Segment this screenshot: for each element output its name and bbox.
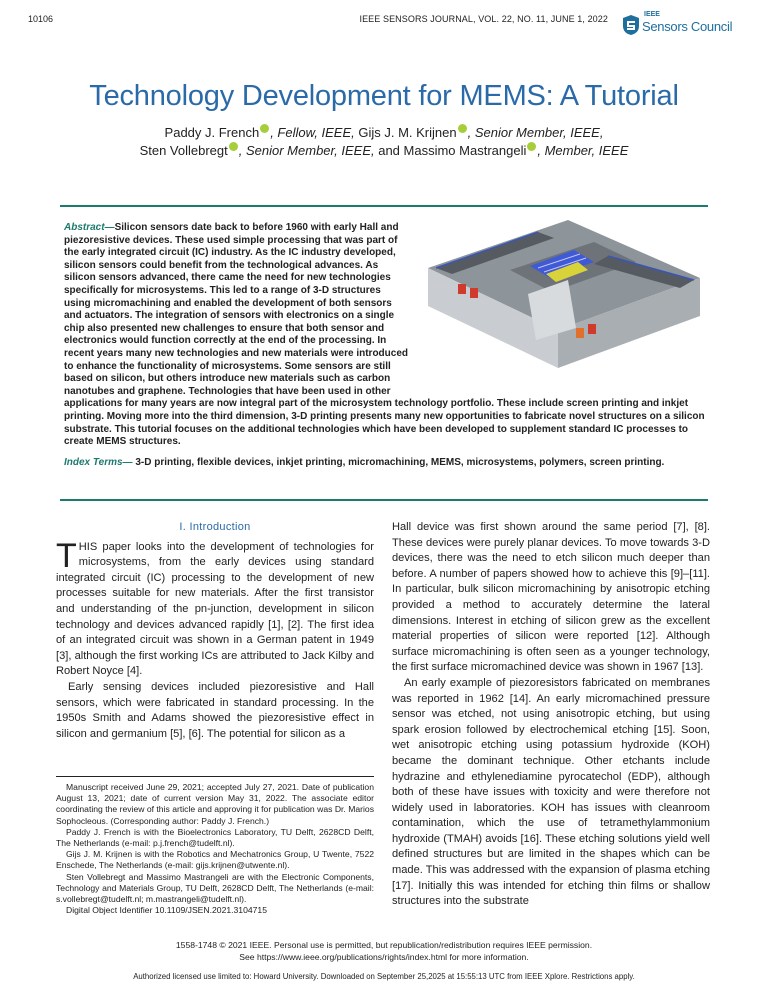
download-notice: Authorized licensed use limited to: Howard University. Downloaded on September 25,2025 at 15:55:13 UTC from IEEE Xplore. Restrictions apply. <box>133 972 635 981</box>
mems-device-illustration <box>418 218 706 390</box>
paragraph: An early example of piezoresistors fabricated on membranes was reported in 1962 [14]. An early micromachined pressure sensor was etched, not using anisotropic etching, but using spark erosion followed by electrochemical etching [15]. Soon, wet anisotropic etching using potassium hydroxide (KOH) became the dominant technique. Other etchants include hydrazine and ethylenediamine pyrocatechol (EDP), although both of these have issues with toxicity and were therefore not widely used in laboratories. KOH has issues with cleanroom contamination, which the use of tetramethylammonium hydroxide (TMAH) avoids [16]. These etching solutions yield well defined structures but are limited in the shapes which can be made. This was addressed with the expansion of plasma etching [17]. Initially this was intended for etching thin films or shallow structures into the substrate <box>392 676 710 908</box>
abstract-top-rule <box>60 205 708 207</box>
drop-cap: T <box>56 536 77 575</box>
logo-ieee-text: IEEE <box>644 11 660 18</box>
paragraph: Hall device was first shown around the same period [7], [8]. These devices were purely planar devices. To move towards 3-D devices, there was the need to etch silicon much deeper than before. A number of papers showed how to achieve this [9]–[11]. In particular, bulk silicon micromachining by anisotropic etching provided a method to accurately determine the lateral dimensions. Interest in etching of silicon grew as the excellent material properties of silicon were reported [12]. Although surface micromachining is often seen as a younger technology, the first surface micromachined device was shown in 1967 [13]. <box>392 521 710 674</box>
copyright-notice <box>0 940 768 963</box>
author-name: Gijs J. M. Krijnen <box>354 125 457 140</box>
author-conjunction: and <box>374 143 404 158</box>
author-role: , Member, IEEE <box>537 143 629 158</box>
footnote-block <box>56 782 374 916</box>
running-header <box>28 11 733 34</box>
orcid-icon[interactable] <box>229 142 238 151</box>
right-column <box>392 520 710 910</box>
orcid-icon[interactable] <box>260 124 269 133</box>
abstract-bottom-rule <box>60 499 708 501</box>
copyright-line: 1558-1748 © 2021 IEEE. Personal use is permitted, but republication/redistribution requires IEEE permission. <box>175 940 593 950</box>
footnote-text: Sten Vollebregt and Massimo Mastrangeli are with the Electronic Components, Technology and Materials Group, TU Delft, 2628CD Delft, The Netherlands (e-mail: s.vollebregt@tudelft.nl; m.mastrangeli@tudelft.nl). <box>56 871 374 905</box>
sensors-council-icon <box>620 14 642 36</box>
abstract-figure <box>418 218 706 390</box>
author-name: Massimo Mastrangeli <box>403 143 527 158</box>
author-name: Paddy J. French <box>164 125 260 140</box>
orcid-icon[interactable] <box>527 142 536 151</box>
paragraph: Early sensing devices included piezoresistive and Hall sensors, which were fabricated in standard processing. In the 1950s Smith and Adams showed the piezoresistive effect in silicon and germanium [5], [6]. The potential for silicon as a <box>56 680 374 740</box>
paragraph-text: HIS paper looks into the development of technologies for microsystems, from the early devices using standard integrated circuit (IC) processing to the development of new processes suitable for new materials. After the first transistor and understanding of the pn-junction, development in silicon technology and devices advanced rapidly [1], [2]. The first idea of an integrated circuit was shown in a German patent in 1949 [3], although the first working ICs are attributed to Jack Kilby and Robert Noyce [4]. <box>56 540 374 678</box>
index-terms-text: 3-D printing, flexible devices, inkjet printing, micromachining, MEMS, microsystems, polymers, screen printing. <box>132 456 665 468</box>
author-role: , Fellow, IEEE, <box>270 125 355 140</box>
abstract-block <box>64 222 706 469</box>
index-terms-label: Index Terms— <box>64 456 133 468</box>
left-column <box>56 520 374 742</box>
paragraph <box>56 536 374 680</box>
abstract-label: Abstract— <box>64 222 115 233</box>
journal-citation: IEEE SENSORS JOURNAL, VOL. 22, NO. 11, JUNE 1, 2022 <box>359 14 608 24</box>
footnote-text: Paddy J. French is with the Bioelectronics Laboratory, TU Delft, 2628CD Delft, The Netherlands (e-mail: p.j.french@tudelft.nl). <box>56 826 374 849</box>
author-name: Sten Vollebregt <box>139 143 228 158</box>
page-number: 10106 <box>28 14 54 24</box>
author-role: , Senior Member, IEEE, <box>238 143 375 158</box>
footnote-text: Digital Object Identifier 10.1109/JSEN.2021.3104715 <box>66 905 267 916</box>
logo-name-text: Sensors Council <box>642 19 733 34</box>
section-heading: I. Introduction <box>179 521 251 533</box>
author-list <box>60 124 708 160</box>
footnote-text: Manuscript received June 29, 2021; accepted July 27, 2021. Date of publication August 13, 2021; date of current version May 31, 2022. The associate editor coordinating the review of this article and approving it for publication was Dr. Marios Sophocleous. (Corresponding author: Paddy J. French.) <box>56 782 374 826</box>
footnote-rule <box>56 776 374 777</box>
sensors-council-logo <box>620 12 740 38</box>
author-role: , Senior Member, IEEE, <box>467 125 604 140</box>
index-terms <box>64 457 706 470</box>
footnote-text: Gijs J. M. Krijnen is with the Robotics and Mechatronics Group, U Twente, 7522 Enschede, The Netherlands (e-mail: gijs.krijnen@utwente.nl). <box>56 849 374 871</box>
orcid-icon[interactable] <box>458 124 467 133</box>
copyright-line: See https://www.ieee.org/publications/rights/index.html for more information. <box>239 951 529 962</box>
abstract-text: Silicon sensors date back to before 1960 with early Hall and piezoresistive devices. These used simple processing that was part of the early integrated circuit (IC) industry. As the IC industry developed, silicon sensors could benefit from the technological advances. As silicon sensors advanced, there came the need for new technologies specifically for microsystems. This led to a range of 3-D structures using micromachining and enabled the development of both sensors and actuators. The integration of sensors with electronics on a single chip also presented new challenges to ensure that both sensor and electronics would function correctly at the end of the processing. In recent years many new technologies and new materials were introduced to enhance the functionality of microsystems. Some sensors are still based on silicon, but others introduce new materials such as carbon nanotubes and graphene. Technologies that have been used in other applications for many years are now integral part of the microsystem technology portfolio. These include screen printing and inkjet printing. Moving more into the third dimension, 3-D printing presents many new opportunities to fabricate novel structures on a silicon substrate. This tutorial focuses on the additional technologies which have been developed to supplement standard IC processes to create MEMS structures. <box>64 222 705 448</box>
paper-title: Technology Development for MEMS: A Tutorial <box>89 80 679 112</box>
